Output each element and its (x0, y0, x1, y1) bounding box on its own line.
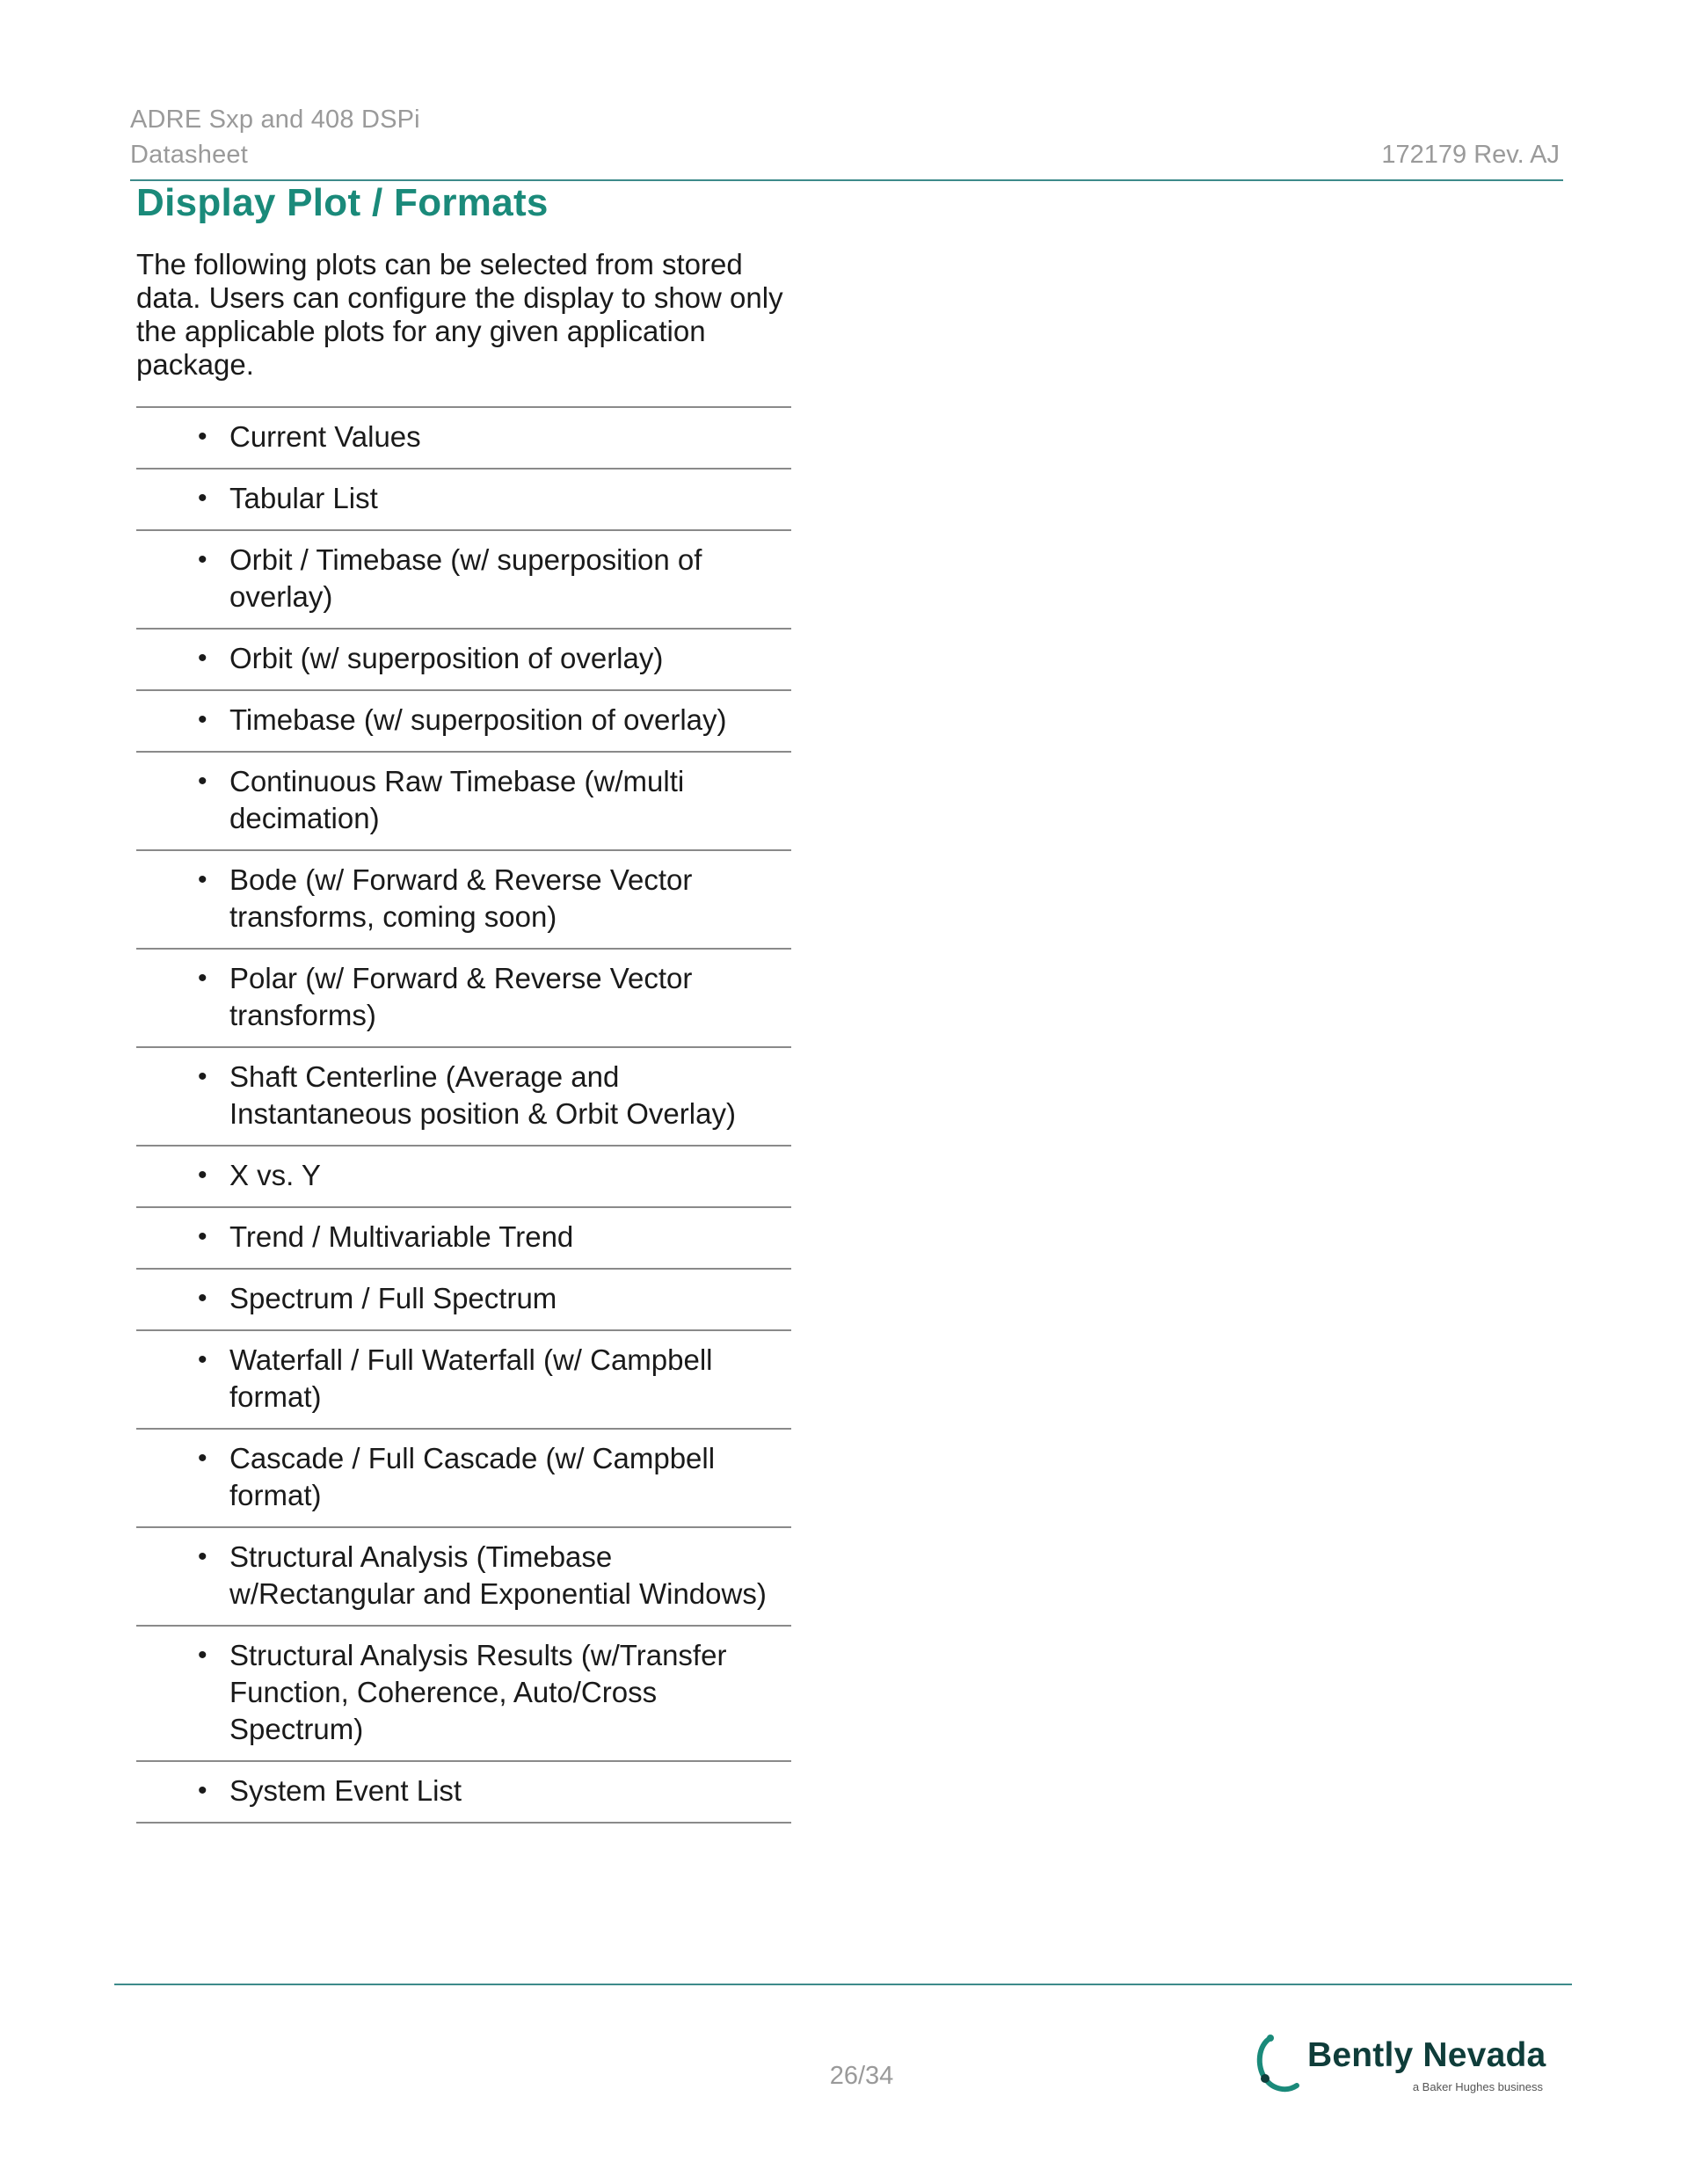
plot-item-label: Orbit (w/ superposition of overlay) (229, 642, 664, 674)
plot-item-label: Trend / Multivariable Trend (229, 1220, 574, 1253)
plot-item-label: Shaft Centerline (Average and Instantaneous position & Orbit Overlay) (229, 1060, 736, 1130)
plot-item-label: Waterfall / Full Waterfall (w/ Campbell format) (229, 1343, 713, 1413)
plot-list-item (136, 1331, 791, 1430)
bullet-icon: • (198, 1222, 207, 1251)
bently-nevada-logo (1253, 2029, 1552, 2100)
plot-item-label: Structural Analysis Results (w/Transfer Function, Coherence, Auto/Cross Spectrum) (229, 1639, 727, 1745)
plot-list-item (136, 1430, 791, 1528)
plot-list-item (136, 691, 791, 753)
plot-list-item (136, 630, 791, 691)
logo-name: Bently Nevada (1307, 2036, 1546, 2074)
plot-list-item (136, 1208, 791, 1270)
section-intro: The following plots can be selected from stored data. Users can configure the display to show only the applicable plots for any given application package. (136, 248, 783, 381)
section-title: Display Plot / Formats (136, 181, 549, 224)
plot-item-label: Polar (w/ Forward & Reverse Vector transforms) (229, 962, 693, 1031)
bullet-icon: • (198, 484, 207, 513)
header-doc-number: 172179 Rev. AJ (1381, 141, 1560, 169)
logo-tagline: a Baker Hughes business (1412, 2080, 1543, 2093)
bullet-icon: • (198, 1062, 207, 1091)
plot-list (136, 406, 791, 1824)
bullet-icon: • (198, 545, 207, 574)
bullet-icon: • (198, 865, 207, 894)
plot-item-label: X vs. Y (229, 1159, 321, 1191)
plot-item-label: Spectrum / Full Spectrum (229, 1282, 557, 1314)
plot-item-label: Timebase (w/ superposition of overlay) (229, 703, 727, 736)
bullet-icon: • (198, 644, 207, 673)
bullet-icon: • (198, 1161, 207, 1190)
plot-list-item (136, 531, 791, 630)
plot-item-label: Continuous Raw Timebase (w/multi decimation) (229, 765, 685, 834)
bullet-icon: • (198, 705, 207, 734)
plot-item-label: Current Values (229, 420, 421, 453)
plot-item-label: Orbit / Timebase (w/ superposition of overlay) (229, 543, 702, 613)
plot-list-item (136, 408, 791, 470)
bullet-icon: • (198, 1345, 207, 1374)
page-header (130, 106, 1563, 181)
plot-list-item (136, 1528, 791, 1627)
plot-list-item (136, 1762, 791, 1824)
header-doc-type: Datasheet (130, 141, 248, 169)
plot-list-item (136, 851, 791, 950)
plot-item-label: Cascade / Full Cascade (w/ Campbell format) (229, 1442, 716, 1511)
plot-list-item (136, 1048, 791, 1147)
plot-list-item (136, 950, 791, 1048)
bullet-icon: • (198, 767, 207, 796)
bullet-icon: • (198, 1444, 207, 1473)
plot-list-item (136, 1270, 791, 1331)
plot-item-label: System Event List (229, 1774, 462, 1807)
bullet-icon: • (198, 1641, 207, 1670)
bullet-icon: • (198, 964, 207, 993)
plot-item-label: Structural Analysis (Timebase w/Rectangular and Exponential Windows) (229, 1540, 767, 1610)
bullet-icon: • (198, 1284, 207, 1313)
plot-item-label: Tabular List (229, 482, 378, 514)
bullet-icon: • (198, 422, 207, 451)
bently-nevada-logo-icon (1253, 2031, 1304, 2098)
plot-list-item (136, 470, 791, 531)
plot-list-item (136, 753, 791, 851)
plot-list-item (136, 1627, 791, 1762)
plot-list-item (136, 1147, 791, 1208)
bullet-icon: • (198, 1776, 207, 1805)
page-number: 26/34 (829, 2062, 894, 2090)
header-product: ADRE Sxp and 408 DSPi (130, 106, 420, 134)
plot-item-label: Bode (w/ Forward & Reverse Vector transforms, coming soon) (229, 863, 693, 933)
footer-divider (114, 1984, 1572, 1985)
bullet-icon: • (198, 1542, 207, 1571)
